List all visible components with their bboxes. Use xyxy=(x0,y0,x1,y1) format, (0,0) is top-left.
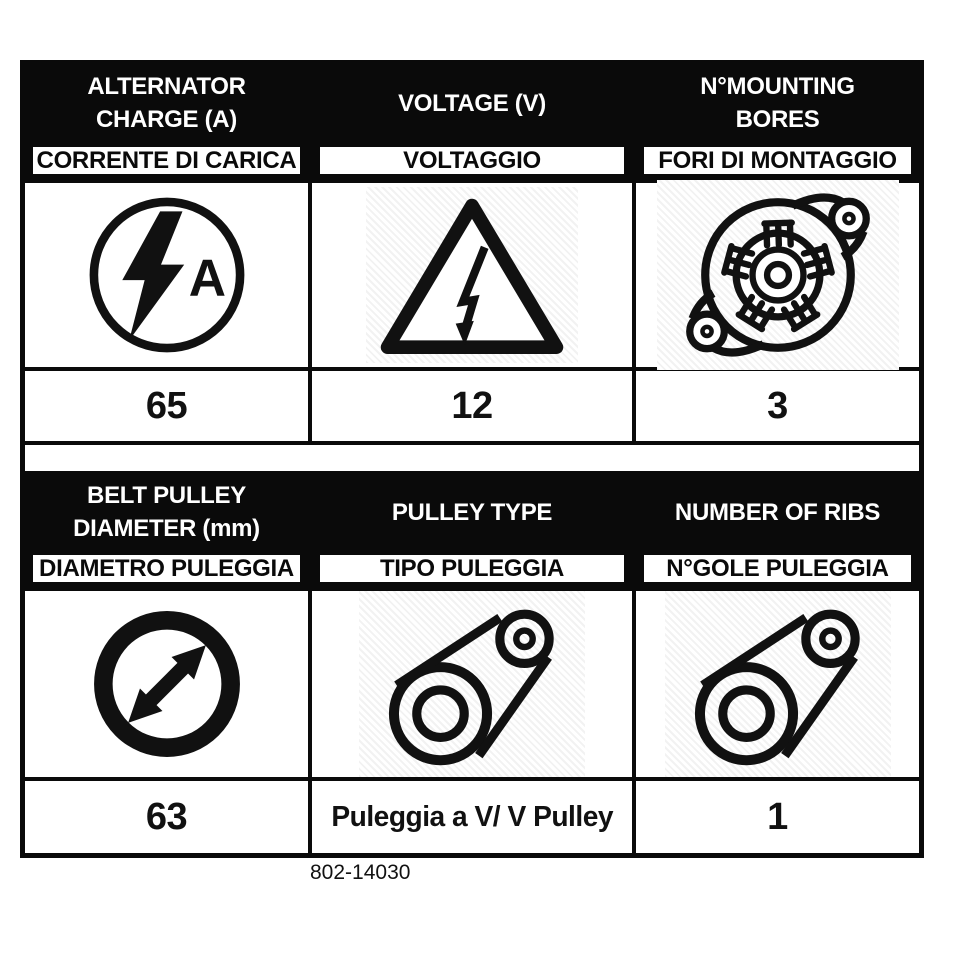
value-cell-mounting-bores xyxy=(636,371,919,441)
alternator-mounting-bores-icon xyxy=(667,184,889,366)
subheader-label: N°GOLE PULEGGIA xyxy=(644,555,911,582)
header-number-of-ribs xyxy=(636,475,919,549)
header-line: PULLEY TYPE xyxy=(391,498,553,526)
subheader-ngole-puleggia xyxy=(636,553,919,587)
subheader-label: FORI DI MONTAGGIO xyxy=(644,147,911,174)
high-voltage-icon xyxy=(376,191,568,359)
pulley-type-value: Puleggia a V/ V Pulley xyxy=(331,800,613,833)
icon-cell-ribs xyxy=(636,591,919,777)
belt-pulley-icon-wrap xyxy=(665,591,891,777)
subheader-tipo-puleggia xyxy=(312,553,632,587)
belt-pulley-icon xyxy=(369,595,575,773)
charge-value: 65 xyxy=(145,384,188,427)
icon-cell-pulley-type xyxy=(312,591,632,777)
subheader-fori-di-montaggio xyxy=(636,145,919,179)
value-cell-diameter xyxy=(25,781,308,853)
value-cell-ribs xyxy=(636,781,919,853)
belt-pulley-icon xyxy=(675,595,881,773)
header-line: NUMBER OF RIBS xyxy=(674,498,881,526)
header-voltage xyxy=(312,65,632,141)
subheader-corrente-di-carica xyxy=(25,145,308,179)
part-number: 802-14030 xyxy=(310,861,411,884)
subheader-label: DIAMETRO PULEGGIA xyxy=(33,555,300,582)
icon-cell-mounting-bores xyxy=(636,183,919,367)
subheader-voltaggio xyxy=(312,145,632,179)
subheader-label: TIPO PULEGGIA xyxy=(320,555,624,582)
subheader-label: CORRENTE DI CARICA xyxy=(33,147,300,174)
subheader-diametro-puleggia xyxy=(25,553,308,587)
value-cell-charge xyxy=(25,371,308,441)
spec-table xyxy=(20,60,924,858)
belt-pulley-icon-wrap xyxy=(359,591,585,777)
header-line: CHARGE (A) xyxy=(96,106,237,133)
value-cell-voltage xyxy=(312,371,632,441)
amp-charge-icon xyxy=(81,189,253,361)
diameter-icon xyxy=(83,600,251,768)
voltage-value: 12 xyxy=(451,384,493,427)
mounting-bores-value: 3 xyxy=(767,384,788,427)
icon-cell-diameter xyxy=(25,591,308,777)
ribs-value: 1 xyxy=(767,795,788,838)
high-voltage-icon-wrap xyxy=(366,187,578,363)
header-mounting-bores xyxy=(636,65,919,141)
subheader-label: VOLTAGGIO xyxy=(320,147,624,174)
header-line: DIAMETER (mm) xyxy=(73,515,260,542)
value-cell-pulley-type xyxy=(312,781,632,853)
header-line: ALTERNATOR xyxy=(87,73,246,100)
icon-cell-charge xyxy=(25,183,308,367)
alternator-mounting-bores-icon-wrap xyxy=(657,180,899,370)
svg-text:A: A xyxy=(188,248,226,307)
diameter-value: 63 xyxy=(145,795,188,838)
header-line: BORES xyxy=(735,106,820,133)
diameter-icon-wrap xyxy=(83,600,251,768)
header-belt-pulley-diameter xyxy=(25,475,308,549)
amp-charge-icon-wrap xyxy=(81,189,253,361)
icon-cell-voltage xyxy=(312,183,632,367)
header-line: VOLTAGE (V) xyxy=(398,89,546,117)
header-pulley-type xyxy=(312,475,632,549)
header-line: N°MOUNTING xyxy=(700,73,855,100)
header-line: BELT PULLEY xyxy=(87,482,246,509)
header-alternator-charge xyxy=(25,65,308,141)
section-separator xyxy=(25,445,919,471)
